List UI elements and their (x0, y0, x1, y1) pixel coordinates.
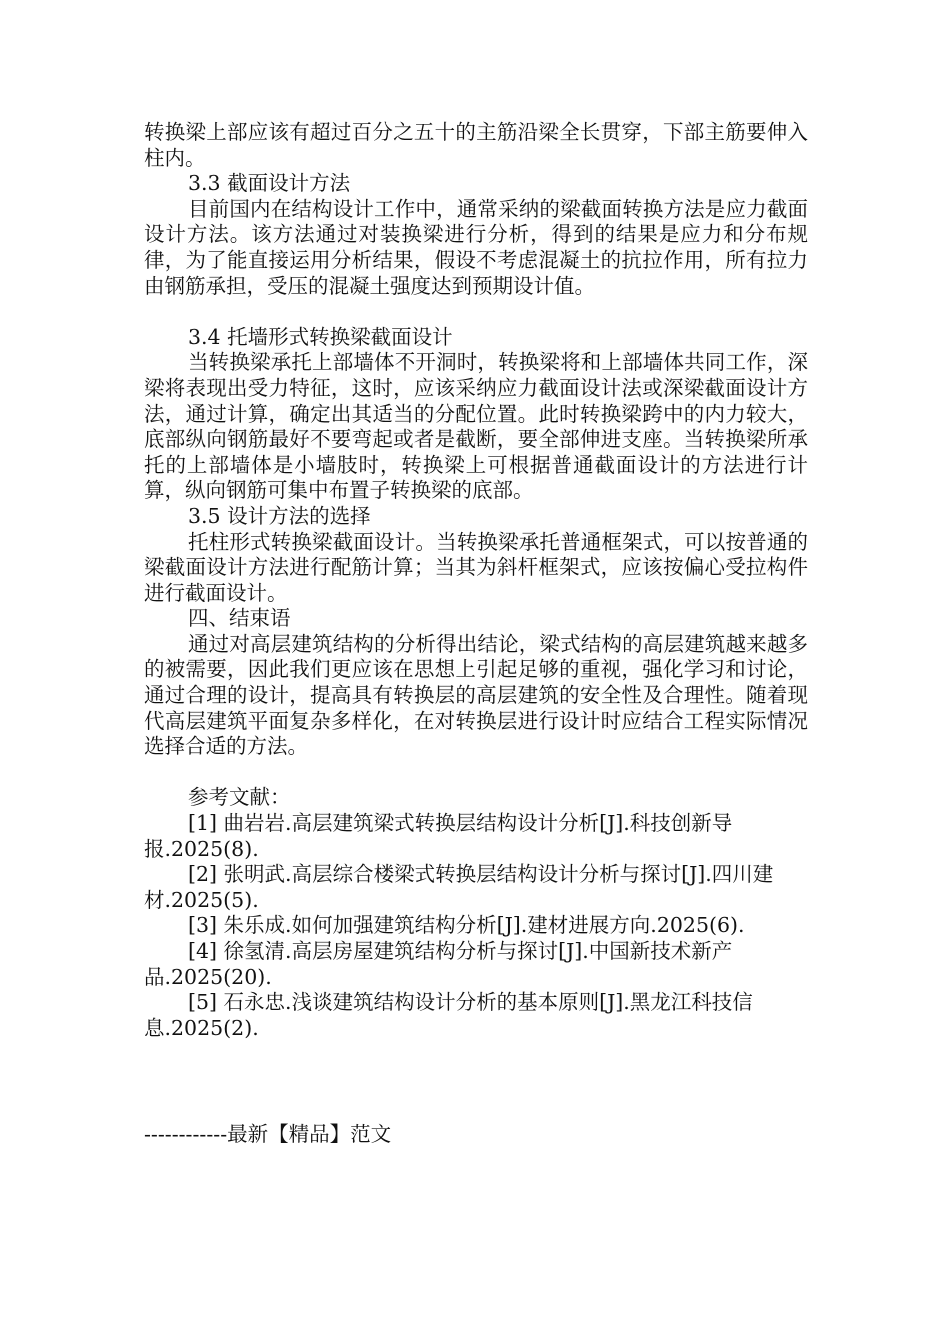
footer-text: ------------最新【精品】范文 (144, 1122, 392, 1146)
section-heading-3-5: 3.5 设计方法的选择 (188, 503, 371, 528)
blank-line (144, 299, 808, 325)
body-paragraph: 转换梁上部应该有超过百分之五十的主筋沿梁全长贯穿，下部主筋要伸入柱内。 (144, 120, 808, 170)
body-paragraph: 当转换梁承托上部墙体不开洞时，转换梁将和上部墙体共同工作，深梁将表现出受力特征，这时，应该采纳应力截面设计法或深梁截面设计方法，通过计算，确定出其适当的分配位置。此时转换梁跨中的内力较大，底部纵向钢筋最好不要弯起或者是截断，要全部伸进支座。当转换梁所承托的上部墙体是小墙肢时，转换梁上可根据普通截面设计的方法进行计算，纵向钢筋可集中布置子转换梁的底部。 (144, 350, 808, 503)
section-heading-conclusion: 四、结束语 (188, 606, 291, 631)
section-heading-3-3: 3.3 截面设计方法 (188, 171, 351, 196)
body-paragraph: 通过对高层建筑结构的分析得出结论，梁式结构的高层建筑越来越多的被需要，因此我们更应该在思想上引起足够的重视，强化学习和讨论，通过合理的设计，提高具有转换层的高层建筑的安全性及合理性。随着现代高层建筑平面复杂多样化，在对转换层进行设计时应结合工程实际情况选择合适的方法。 (144, 631, 808, 759)
references-title: 参考文献： (188, 785, 291, 810)
body-paragraph: 托柱形式转换梁截面设计。当转换梁承托普通框架式，可以按普通的梁截面设计方法进行配筋计算；当其为斜杆框架式，应该按偏心受拉构件进行截面设计。 (144, 529, 808, 605)
reference-item: [2] 张明武.高层综合楼梁式转换层结构设计分析与探讨[J].四川建材.2025(5). (144, 862, 774, 912)
reference-item: [4] 徐氢清.高层房屋建筑结构分析与探讨[J].中国新技术新产品.2025(20). (144, 939, 733, 989)
reference-item: [3] 朱乐成.如何加强建筑结构分析[J].建材进展方向.2025(6). (188, 913, 745, 938)
blank-line (144, 760, 808, 786)
document-body (144, 120, 808, 1041)
section-heading-3-4: 3.4 托墙形式转换梁截面设计 (188, 324, 453, 349)
reference-item: [1] 曲岩岩.高层建筑梁式转换层结构设计分析[J].科技创新导报.2025(8). (144, 811, 733, 861)
body-paragraph: 目前国内在结构设计工作中，通常采纳的梁截面转换方法是应力截面设计方法。该方法通过对装换梁进行分析，得到的结果是应力和分布规律，为了能直接运用分析结果，假设不考虑混凝土的抗拉作用，所有拉力由钢筋承担，受压的混凝土强度达到预期设计值。 (144, 196, 808, 298)
reference-item: [5] 石永忠.浅谈建筑结构设计分析的基本原则[J].黑龙江科技信息.2025(2). (144, 990, 753, 1040)
